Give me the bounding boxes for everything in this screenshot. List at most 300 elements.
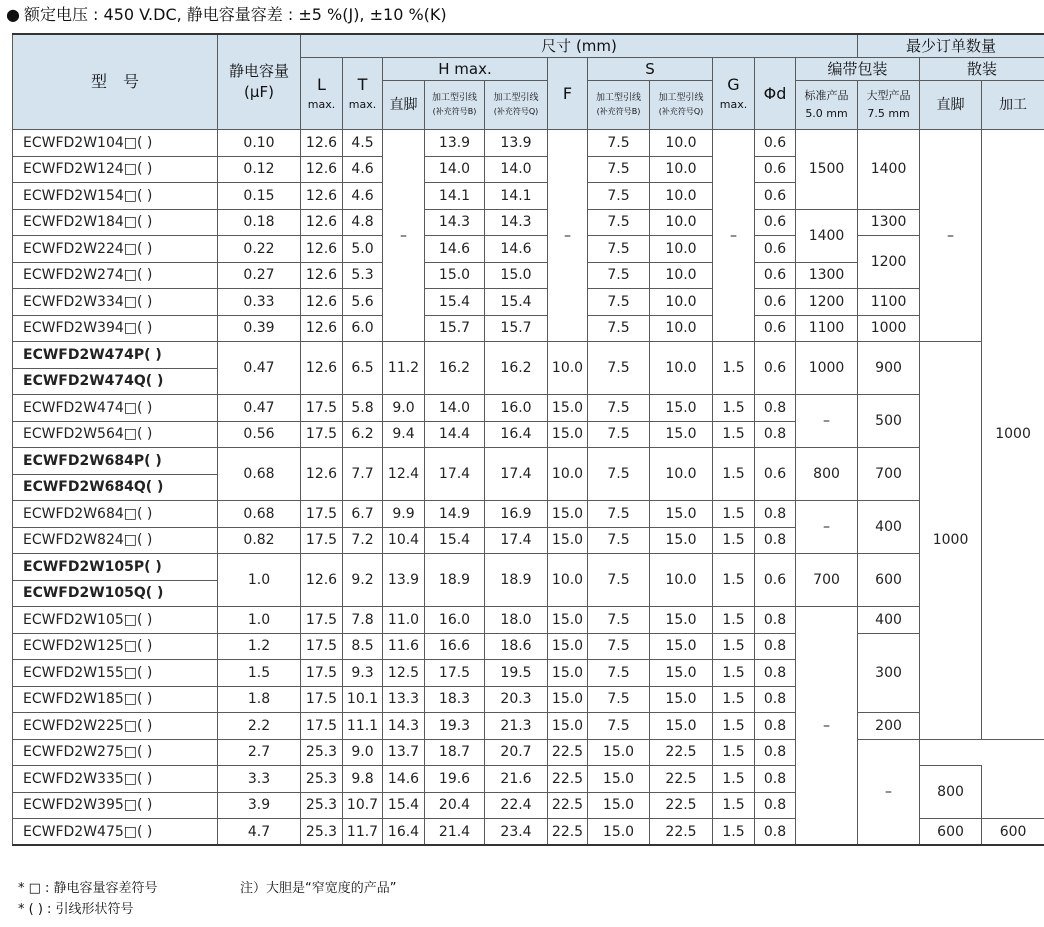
phid-cell: 0.6 bbox=[755, 315, 796, 342]
g-cell: 1.5 bbox=[713, 686, 755, 713]
header-h-straight: 直脚 bbox=[383, 81, 425, 130]
l-cell: 12.6 bbox=[301, 262, 343, 289]
f-cell: 22.5 bbox=[548, 766, 588, 793]
table-row bbox=[13, 395, 1044, 422]
s-q-cell: 22.5 bbox=[650, 739, 713, 766]
cap-cell: 2.2 bbox=[218, 713, 301, 740]
header-tape: 编带包装 bbox=[796, 58, 920, 81]
l-cell: 25.3 bbox=[301, 819, 343, 846]
phid-cell: 0.6 bbox=[755, 209, 796, 236]
phid-cell: 0.8 bbox=[755, 501, 796, 528]
f-cell: 10.0 bbox=[548, 342, 588, 395]
rated-voltage-heading bbox=[6, 2, 447, 25]
h-b-cell: 13.9 bbox=[425, 130, 485, 157]
t-cell: 10.7 bbox=[343, 792, 383, 819]
h-b-cell: 14.6 bbox=[425, 236, 485, 263]
cap-cell: 3.9 bbox=[218, 792, 301, 819]
phid-cell: 0.6 bbox=[755, 342, 796, 395]
f-cell: 15.0 bbox=[548, 633, 588, 660]
tape-std-cell: – bbox=[796, 501, 858, 554]
f-cell: 15.0 bbox=[548, 527, 588, 554]
header-F: F bbox=[548, 58, 588, 130]
tape-std-cell: – bbox=[796, 395, 858, 448]
tape-std-cell: 1400 bbox=[796, 209, 858, 262]
f-cell: 10.0 bbox=[548, 554, 588, 607]
h-q-cell: 23.4 bbox=[485, 819, 548, 846]
h-q-cell: 14.0 bbox=[485, 156, 548, 183]
h-b-cell: 14.0 bbox=[425, 156, 485, 183]
cap-cell: 0.15 bbox=[218, 183, 301, 210]
l-cell: 12.6 bbox=[301, 448, 343, 501]
header-h-q: 加工型引线 (补充符号Q) bbox=[485, 81, 548, 130]
phid-cell: 0.8 bbox=[755, 607, 796, 634]
tape-std-cell: – bbox=[796, 607, 858, 846]
f-cell: 15.0 bbox=[548, 501, 588, 528]
tape-large-cell: 400 bbox=[858, 607, 920, 634]
t-cell: 4.5 bbox=[343, 130, 383, 157]
s-q-cell: 15.0 bbox=[650, 395, 713, 422]
g-cell: 1.5 bbox=[713, 342, 755, 395]
s-q-cell: 10.0 bbox=[650, 342, 713, 395]
model-cell: ECWFD2W124□( ) bbox=[13, 156, 218, 183]
model-cell: ECWFD2W104□( ) bbox=[13, 130, 218, 157]
h-straight-cell: 13.9 bbox=[383, 554, 425, 607]
h-straight-cell: 15.4 bbox=[383, 792, 425, 819]
s-b-cell: 7.5 bbox=[588, 713, 650, 740]
header-G: G max. bbox=[713, 58, 755, 130]
bulk-straight-cell: 1000 bbox=[920, 342, 982, 740]
l-cell: 25.3 bbox=[301, 792, 343, 819]
model-cell: ECWFD2W684Q( ) bbox=[13, 474, 218, 501]
f-cell: 22.5 bbox=[548, 819, 588, 846]
h-straight-cell: – bbox=[383, 130, 425, 342]
t-cell: 5.6 bbox=[343, 289, 383, 316]
tape-std-cell: 1500 bbox=[796, 130, 858, 210]
table-row bbox=[13, 501, 1044, 528]
f-cell: 15.0 bbox=[548, 607, 588, 634]
h-b-cell: 14.4 bbox=[425, 421, 485, 448]
h-straight-cell: 16.4 bbox=[383, 819, 425, 846]
g-cell: 1.5 bbox=[713, 527, 755, 554]
phid-cell: 0.8 bbox=[755, 686, 796, 713]
s-b-cell: 15.0 bbox=[588, 792, 650, 819]
h-straight-cell: 9.9 bbox=[383, 501, 425, 528]
g-cell: 1.5 bbox=[713, 421, 755, 448]
model-cell: ECWFD2W474□( ) bbox=[13, 395, 218, 422]
h-q-cell: 20.3 bbox=[485, 686, 548, 713]
header-min-order: 最少订单数量 bbox=[858, 34, 1044, 58]
t-cell: 11.1 bbox=[343, 713, 383, 740]
h-straight-cell: 9.0 bbox=[383, 395, 425, 422]
model-cell: ECWFD2W105□( ) bbox=[13, 607, 218, 634]
model-cell: ECWFD2W155□( ) bbox=[13, 660, 218, 687]
h-q-cell: 18.6 bbox=[485, 633, 548, 660]
s-b-cell: 7.5 bbox=[588, 686, 650, 713]
h-b-cell: 17.5 bbox=[425, 660, 485, 687]
tape-large-cell: 300 bbox=[858, 633, 920, 713]
s-b-cell: 7.5 bbox=[588, 156, 650, 183]
g-cell: 1.5 bbox=[713, 739, 755, 766]
f-cell: 22.5 bbox=[548, 792, 588, 819]
t-cell: 5.8 bbox=[343, 395, 383, 422]
s-b-cell: 7.5 bbox=[588, 209, 650, 236]
h-straight-cell: 14.3 bbox=[383, 713, 425, 740]
t-cell: 9.2 bbox=[343, 554, 383, 607]
t-cell: 7.7 bbox=[343, 448, 383, 501]
l-cell: 25.3 bbox=[301, 766, 343, 793]
tape-large-cell: 900 bbox=[858, 342, 920, 395]
header-tape-std: 标准产品 5.0 mm bbox=[796, 81, 858, 130]
s-b-cell: 7.5 bbox=[588, 633, 650, 660]
table-row bbox=[13, 554, 1044, 581]
header-T: T max. bbox=[343, 58, 383, 130]
bulk-straight-cell: – bbox=[920, 130, 982, 342]
h-b-cell: 18.7 bbox=[425, 739, 485, 766]
s-q-cell: 10.0 bbox=[650, 554, 713, 607]
model-cell: ECWFD2W474P( ) bbox=[13, 342, 218, 369]
header-tape-large: 大型产品 7.5 mm bbox=[858, 81, 920, 130]
phid-cell: 0.6 bbox=[755, 183, 796, 210]
phid-cell: 0.8 bbox=[755, 660, 796, 687]
cap-cell: 1.0 bbox=[218, 554, 301, 607]
model-cell: ECWFD2W475□( ) bbox=[13, 819, 218, 846]
cap-cell: 0.22 bbox=[218, 236, 301, 263]
cap-cell: 0.56 bbox=[218, 421, 301, 448]
s-q-cell: 22.5 bbox=[650, 792, 713, 819]
header-S: S bbox=[588, 58, 713, 81]
tape-std-cell: 1100 bbox=[796, 315, 858, 342]
h-straight-cell: 13.3 bbox=[383, 686, 425, 713]
phid-cell: 0.8 bbox=[755, 819, 796, 846]
l-cell: 12.6 bbox=[301, 183, 343, 210]
h-b-cell: 14.1 bbox=[425, 183, 485, 210]
phid-cell: 0.8 bbox=[755, 739, 796, 766]
model-cell: ECWFD2W105Q( ) bbox=[13, 580, 218, 607]
t-cell: 4.8 bbox=[343, 209, 383, 236]
h-straight-cell: 11.6 bbox=[383, 633, 425, 660]
l-cell: 17.5 bbox=[301, 501, 343, 528]
model-cell: ECWFD2W184□( ) bbox=[13, 209, 218, 236]
h-straight-cell: 13.7 bbox=[383, 739, 425, 766]
model-cell: ECWFD2W684□( ) bbox=[13, 501, 218, 528]
g-cell: 1.5 bbox=[713, 448, 755, 501]
cap-cell: 1.8 bbox=[218, 686, 301, 713]
cap-cell: 0.47 bbox=[218, 342, 301, 395]
s-q-cell: 10.0 bbox=[650, 262, 713, 289]
tape-std-cell: 800 bbox=[796, 448, 858, 501]
h-b-cell: 15.0 bbox=[425, 262, 485, 289]
h-q-cell: 18.0 bbox=[485, 607, 548, 634]
h-q-cell: 20.7 bbox=[485, 739, 548, 766]
g-cell: 1.5 bbox=[713, 395, 755, 422]
cap-cell: 0.82 bbox=[218, 527, 301, 554]
tape-large-cell: 400 bbox=[858, 501, 920, 554]
cap-cell: 0.12 bbox=[218, 156, 301, 183]
s-q-cell: 10.0 bbox=[650, 209, 713, 236]
table-row bbox=[13, 315, 1044, 342]
tape-large-cell: 1100 bbox=[858, 289, 920, 316]
model-cell: ECWFD2W125□( ) bbox=[13, 633, 218, 660]
s-b-cell: 7.5 bbox=[588, 183, 650, 210]
t-cell: 4.6 bbox=[343, 183, 383, 210]
phid-cell: 0.6 bbox=[755, 156, 796, 183]
f-cell: 15.0 bbox=[548, 421, 588, 448]
header-bulk-processed: 加工 bbox=[982, 81, 1044, 130]
cap-cell: 0.47 bbox=[218, 395, 301, 422]
t-cell: 6.2 bbox=[343, 421, 383, 448]
l-cell: 17.5 bbox=[301, 395, 343, 422]
h-b-cell: 15.7 bbox=[425, 315, 485, 342]
cap-cell: 0.33 bbox=[218, 289, 301, 316]
header-bulk: 散装 bbox=[920, 58, 1044, 81]
model-cell: ECWFD2W474Q( ) bbox=[13, 368, 218, 395]
phid-cell: 0.6 bbox=[755, 289, 796, 316]
model-cell: ECWFD2W394□( ) bbox=[13, 315, 218, 342]
h-b-cell: 15.4 bbox=[425, 527, 485, 554]
l-cell: 12.6 bbox=[301, 554, 343, 607]
header-L: L max. bbox=[301, 58, 343, 130]
cap-cell: 1.2 bbox=[218, 633, 301, 660]
g-cell: 1.5 bbox=[713, 766, 755, 793]
g-cell: – bbox=[713, 130, 755, 342]
t-cell: 4.6 bbox=[343, 156, 383, 183]
g-cell: 1.5 bbox=[713, 660, 755, 687]
t-cell: 5.0 bbox=[343, 236, 383, 263]
s-b-cell: 7.5 bbox=[588, 289, 650, 316]
s-b-cell: 7.5 bbox=[588, 660, 650, 687]
t-cell: 5.3 bbox=[343, 262, 383, 289]
h-b-cell: 16.2 bbox=[425, 342, 485, 395]
t-cell: 6.5 bbox=[343, 342, 383, 395]
h-q-cell: 13.9 bbox=[485, 130, 548, 157]
t-cell: 9.8 bbox=[343, 766, 383, 793]
header-phid: Φd bbox=[755, 58, 796, 130]
heading-text: 额定电压 : 450 V.DC, 静电容量容差 : ±5 %(J), ±10 %(K) bbox=[23, 5, 447, 24]
header-s-b: 加工型引线 (补充符号B) bbox=[588, 81, 650, 130]
f-cell: 15.0 bbox=[548, 713, 588, 740]
h-b-cell: 17.4 bbox=[425, 448, 485, 501]
cap-cell: 0.68 bbox=[218, 501, 301, 528]
cap-cell: 0.27 bbox=[218, 262, 301, 289]
phid-cell: 0.8 bbox=[755, 766, 796, 793]
h-q-cell: 21.3 bbox=[485, 713, 548, 740]
model-cell: ECWFD2W154□( ) bbox=[13, 183, 218, 210]
s-q-cell: 10.0 bbox=[650, 448, 713, 501]
model-cell: ECWFD2W105P( ) bbox=[13, 554, 218, 581]
h-b-cell: 18.3 bbox=[425, 686, 485, 713]
table-row bbox=[13, 448, 1044, 475]
phid-cell: 0.8 bbox=[755, 395, 796, 422]
h-q-cell: 16.0 bbox=[485, 395, 548, 422]
l-cell: 17.5 bbox=[301, 686, 343, 713]
footnotes bbox=[18, 878, 397, 920]
l-cell: 17.5 bbox=[301, 713, 343, 740]
h-straight-cell: 10.4 bbox=[383, 527, 425, 554]
model-cell: ECWFD2W225□( ) bbox=[13, 713, 218, 740]
s-b-cell: 7.5 bbox=[588, 527, 650, 554]
s-q-cell: 10.0 bbox=[650, 289, 713, 316]
t-cell: 6.7 bbox=[343, 501, 383, 528]
f-cell: 15.0 bbox=[548, 660, 588, 687]
h-q-cell: 14.3 bbox=[485, 209, 548, 236]
model-cell: ECWFD2W395□( ) bbox=[13, 792, 218, 819]
f-cell: – bbox=[548, 130, 588, 342]
s-b-cell: 7.5 bbox=[588, 130, 650, 157]
l-cell: 12.6 bbox=[301, 156, 343, 183]
model-cell: ECWFD2W335□( ) bbox=[13, 766, 218, 793]
s-b-cell: 7.5 bbox=[588, 315, 650, 342]
t-cell: 10.1 bbox=[343, 686, 383, 713]
spec-table bbox=[12, 33, 1044, 846]
phid-cell: 0.6 bbox=[755, 236, 796, 263]
s-b-cell: 15.0 bbox=[588, 766, 650, 793]
header-bulk-straight: 直脚 bbox=[920, 81, 982, 130]
phid-cell: 0.6 bbox=[755, 262, 796, 289]
l-cell: 17.5 bbox=[301, 633, 343, 660]
g-cell: 1.5 bbox=[713, 501, 755, 528]
s-q-cell: 15.0 bbox=[650, 686, 713, 713]
t-cell: 7.8 bbox=[343, 607, 383, 634]
h-b-cell: 14.3 bbox=[425, 209, 485, 236]
footnote-tolerance: * □ : 静电容量容差符号 bbox=[18, 881, 158, 896]
h-b-cell: 20.4 bbox=[425, 792, 485, 819]
s-q-cell: 15.0 bbox=[650, 660, 713, 687]
table-row bbox=[13, 633, 1044, 660]
model-cell: ECWFD2W564□( ) bbox=[13, 421, 218, 448]
header-s-q: 加工型引线 (补充符号Q) bbox=[650, 81, 713, 130]
cap-cell: 2.7 bbox=[218, 739, 301, 766]
l-cell: 25.3 bbox=[301, 739, 343, 766]
bulk-straight-cell: 600 bbox=[920, 819, 982, 846]
s-q-cell: 10.0 bbox=[650, 236, 713, 263]
s-b-cell: 7.5 bbox=[588, 607, 650, 634]
phid-cell: 0.8 bbox=[755, 421, 796, 448]
bulk-straight-cell: 800 bbox=[920, 766, 982, 819]
table-row bbox=[13, 739, 1044, 766]
s-b-cell: 15.0 bbox=[588, 739, 650, 766]
table-row bbox=[13, 342, 1044, 369]
s-q-cell: 10.0 bbox=[650, 130, 713, 157]
s-q-cell: 15.0 bbox=[650, 633, 713, 660]
tape-large-cell: – bbox=[858, 739, 920, 845]
table-header bbox=[13, 34, 1044, 130]
h-b-cell: 19.3 bbox=[425, 713, 485, 740]
l-cell: 12.6 bbox=[301, 342, 343, 395]
h-q-cell: 19.5 bbox=[485, 660, 548, 687]
phid-cell: 0.6 bbox=[755, 130, 796, 157]
header-dimensions: 尺寸 (mm) bbox=[301, 34, 858, 58]
cap-cell: 1.5 bbox=[218, 660, 301, 687]
s-q-cell: 15.0 bbox=[650, 607, 713, 634]
phid-cell: 0.8 bbox=[755, 527, 796, 554]
l-cell: 12.6 bbox=[301, 315, 343, 342]
tape-std-cell: 1000 bbox=[796, 342, 858, 395]
cap-cell: 4.7 bbox=[218, 819, 301, 846]
h-q-cell: 15.0 bbox=[485, 262, 548, 289]
model-cell: ECWFD2W185□( ) bbox=[13, 686, 218, 713]
h-straight-cell: 11.2 bbox=[383, 342, 425, 395]
h-straight-cell: 14.6 bbox=[383, 766, 425, 793]
h-q-cell: 21.6 bbox=[485, 766, 548, 793]
l-cell: 17.5 bbox=[301, 607, 343, 634]
header-h-b: 加工型引线 (补充符号B) bbox=[425, 81, 485, 130]
h-q-cell: 18.9 bbox=[485, 554, 548, 607]
g-cell: 1.5 bbox=[713, 554, 755, 607]
g-cell: 1.5 bbox=[713, 792, 755, 819]
table-row bbox=[13, 209, 1044, 236]
g-cell: 1.5 bbox=[713, 633, 755, 660]
h-q-cell: 17.4 bbox=[485, 527, 548, 554]
bulk-processed-cell: 1000 bbox=[982, 130, 1044, 740]
h-q-cell: 22.4 bbox=[485, 792, 548, 819]
s-b-cell: 7.5 bbox=[588, 395, 650, 422]
s-b-cell: 7.5 bbox=[588, 554, 650, 607]
model-cell: ECWFD2W824□( ) bbox=[13, 527, 218, 554]
table-row bbox=[13, 607, 1044, 634]
l-cell: 17.5 bbox=[301, 660, 343, 687]
tape-large-cell: 1400 bbox=[858, 130, 920, 210]
h-straight-cell: 11.0 bbox=[383, 607, 425, 634]
s-q-cell: 10.0 bbox=[650, 183, 713, 210]
h-b-cell: 14.9 bbox=[425, 501, 485, 528]
l-cell: 17.5 bbox=[301, 527, 343, 554]
s-q-cell: 10.0 bbox=[650, 315, 713, 342]
h-q-cell: 14.1 bbox=[485, 183, 548, 210]
l-cell: 12.6 bbox=[301, 209, 343, 236]
s-b-cell: 7.5 bbox=[588, 236, 650, 263]
table-row bbox=[13, 236, 1044, 263]
s-b-cell: 15.0 bbox=[588, 819, 650, 846]
s-q-cell: 15.0 bbox=[650, 713, 713, 740]
tape-std-cell: 1200 bbox=[796, 289, 858, 316]
h-b-cell: 16.6 bbox=[425, 633, 485, 660]
s-q-cell: 15.0 bbox=[650, 501, 713, 528]
s-b-cell: 7.5 bbox=[588, 421, 650, 448]
t-cell: 9.0 bbox=[343, 739, 383, 766]
h-b-cell: 18.9 bbox=[425, 554, 485, 607]
s-b-cell: 7.5 bbox=[588, 501, 650, 528]
cap-cell: 0.10 bbox=[218, 130, 301, 157]
table-row bbox=[13, 713, 1044, 740]
h-b-cell: 14.0 bbox=[425, 395, 485, 422]
model-cell: ECWFD2W684P( ) bbox=[13, 448, 218, 475]
tape-large-cell: 1000 bbox=[858, 315, 920, 342]
h-q-cell: 14.6 bbox=[485, 236, 548, 263]
tape-std-cell: 700 bbox=[796, 554, 858, 607]
t-cell: 11.7 bbox=[343, 819, 383, 846]
cap-cell: 1.0 bbox=[218, 607, 301, 634]
h-straight-cell: 9.4 bbox=[383, 421, 425, 448]
h-straight-cell: 12.5 bbox=[383, 660, 425, 687]
f-cell: 15.0 bbox=[548, 686, 588, 713]
phid-cell: 0.8 bbox=[755, 713, 796, 740]
s-q-cell: 15.0 bbox=[650, 527, 713, 554]
footnote-bold-note: 注）大胆是“窄宽度的产品” bbox=[240, 881, 397, 896]
f-cell: 10.0 bbox=[548, 448, 588, 501]
tape-large-cell: 1200 bbox=[858, 236, 920, 289]
h-q-cell: 15.4 bbox=[485, 289, 548, 316]
h-q-cell: 16.2 bbox=[485, 342, 548, 395]
table-row bbox=[13, 289, 1044, 316]
t-cell: 9.3 bbox=[343, 660, 383, 687]
header-model: 型 号 bbox=[13, 34, 218, 130]
t-cell: 8.5 bbox=[343, 633, 383, 660]
t-cell: 7.2 bbox=[343, 527, 383, 554]
tape-std-cell: 1300 bbox=[796, 262, 858, 289]
phid-cell: 0.8 bbox=[755, 633, 796, 660]
h-straight-cell: 12.4 bbox=[383, 448, 425, 501]
g-cell: 1.5 bbox=[713, 819, 755, 846]
